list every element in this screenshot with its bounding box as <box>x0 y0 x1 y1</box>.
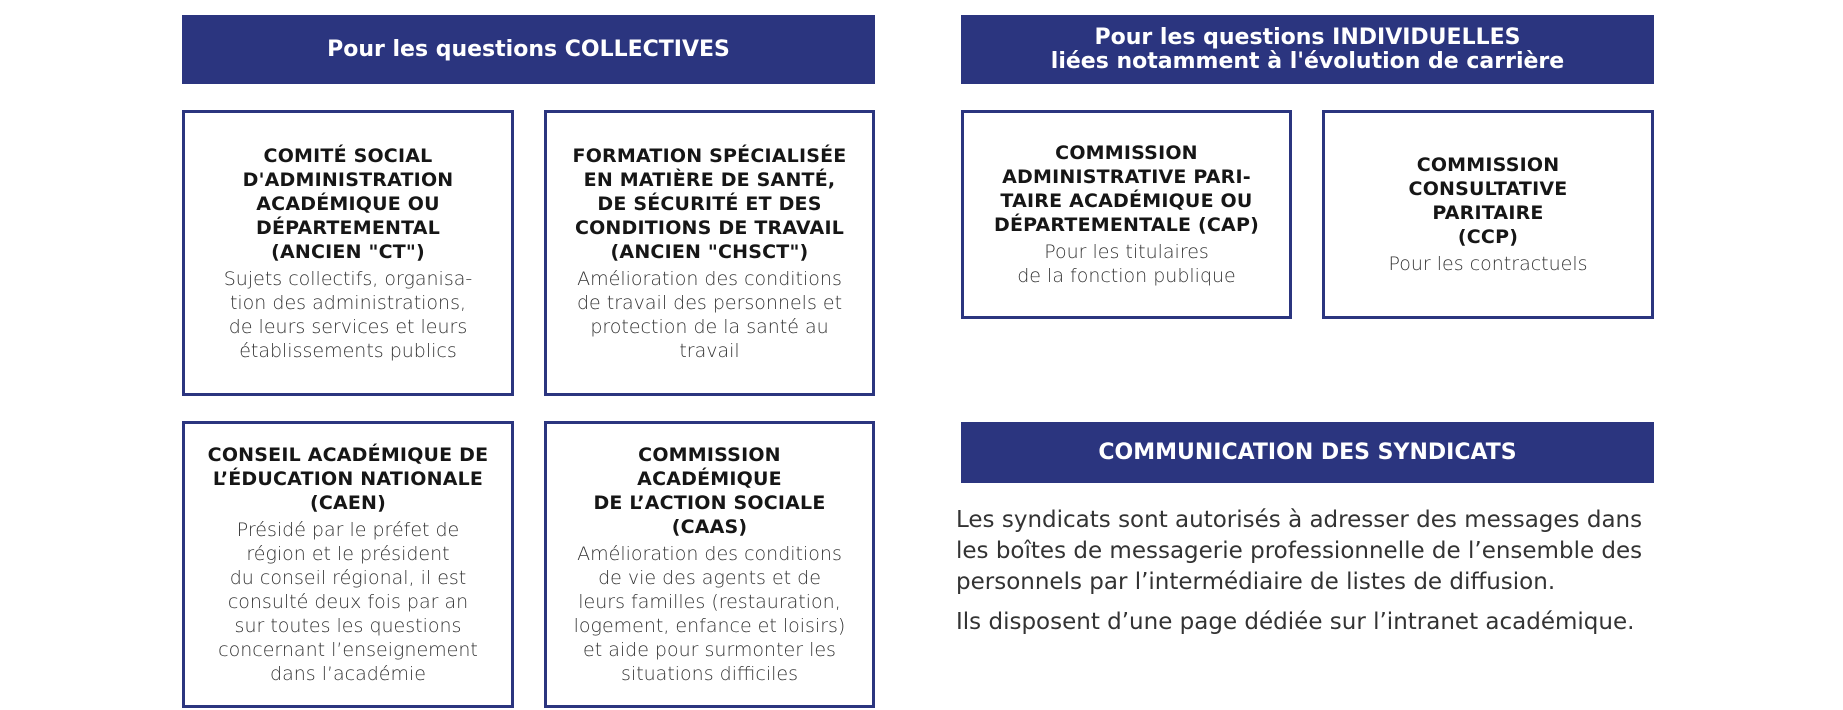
card-description: Sujets collectifs, organisa- tion des administrations, de leurs services et leurs établissements publics <box>223 267 473 362</box>
collective-questions-header <box>182 15 875 84</box>
card-title: COMMISSION CONSULTATIVE PARITAIRE (CCP) <box>1408 154 1568 248</box>
card-title: COMMISSION ACADÉMIQUE DE L’ACTION SOCIALE (CAAS) <box>593 444 826 538</box>
card-description: Pour les titulaires de la fonction publique <box>1017 241 1236 287</box>
collective-questions-header-text: Pour les questions COLLECTIVES <box>327 36 730 62</box>
card-conseil-academique <box>182 421 514 708</box>
communication-paragraph-1: Les syndicats sont autorisés à adresser des messages dans les boîtes de messagerie professionnelle de l’ensemble des personnels par l’intermédiaire de listes de diffusion. <box>956 507 1643 595</box>
card-formation-specialisee <box>544 110 875 396</box>
individual-questions-header-line2: liées notamment à l'évolution de carrière <box>1050 48 1565 74</box>
card-title: COMMISSION ADMINISTRATIVE PARI- TAIRE ACADÉMIQUE OU DÉPARTEMENTALE (CAP) <box>994 142 1259 236</box>
card-title: CONSEIL ACADÉMIQUE DE L’ÉDUCATION NATIONALE (CAEN) <box>207 444 489 514</box>
card-description: Présidé par le préfet de région et le président du conseil régional, il est consulté deux fois par an sur toutes les questions concernant l’enseignement dans l’académie <box>218 519 478 685</box>
individual-questions-header <box>961 15 1654 84</box>
card-description: Amélioration des conditions de vie des agents et de leurs familles (restauration, logement, enfance et loisirs) et aide pour surmonter les situations difficiles <box>573 543 846 685</box>
individual-questions-header-line1: Pour les questions INDIVIDUELLES <box>1094 24 1521 50</box>
card-title: COMITÉ SOCIAL D'ADMINISTRATION ACADÉMIQUE OU DÉPARTEMENTAL (ANCIEN "CT") <box>242 144 454 263</box>
card-commission-action-sociale <box>544 421 875 708</box>
communication-header-text: COMMUNICATION DES SYNDICATS <box>1098 439 1517 465</box>
communication-paragraph-2: Ils disposent d’une page dédiée sur l’intranet académique. <box>956 609 1635 635</box>
card-ccp <box>1322 110 1654 319</box>
card-cap <box>961 110 1292 319</box>
card-comite-social <box>182 110 514 396</box>
communication-header <box>961 422 1654 483</box>
card-title: FORMATION SPÉCIALISÉE EN MATIÈRE DE SANTÉ, DE SÉCURITÉ ET DES CONDITIONS DE TRAVAIL (ANCIEN "CHSCT") <box>572 144 847 263</box>
card-description: Amélioration des conditions de travail des personnels et protection de la santé au travail <box>576 267 843 362</box>
card-description: Pour les contractuels <box>1388 253 1588 275</box>
